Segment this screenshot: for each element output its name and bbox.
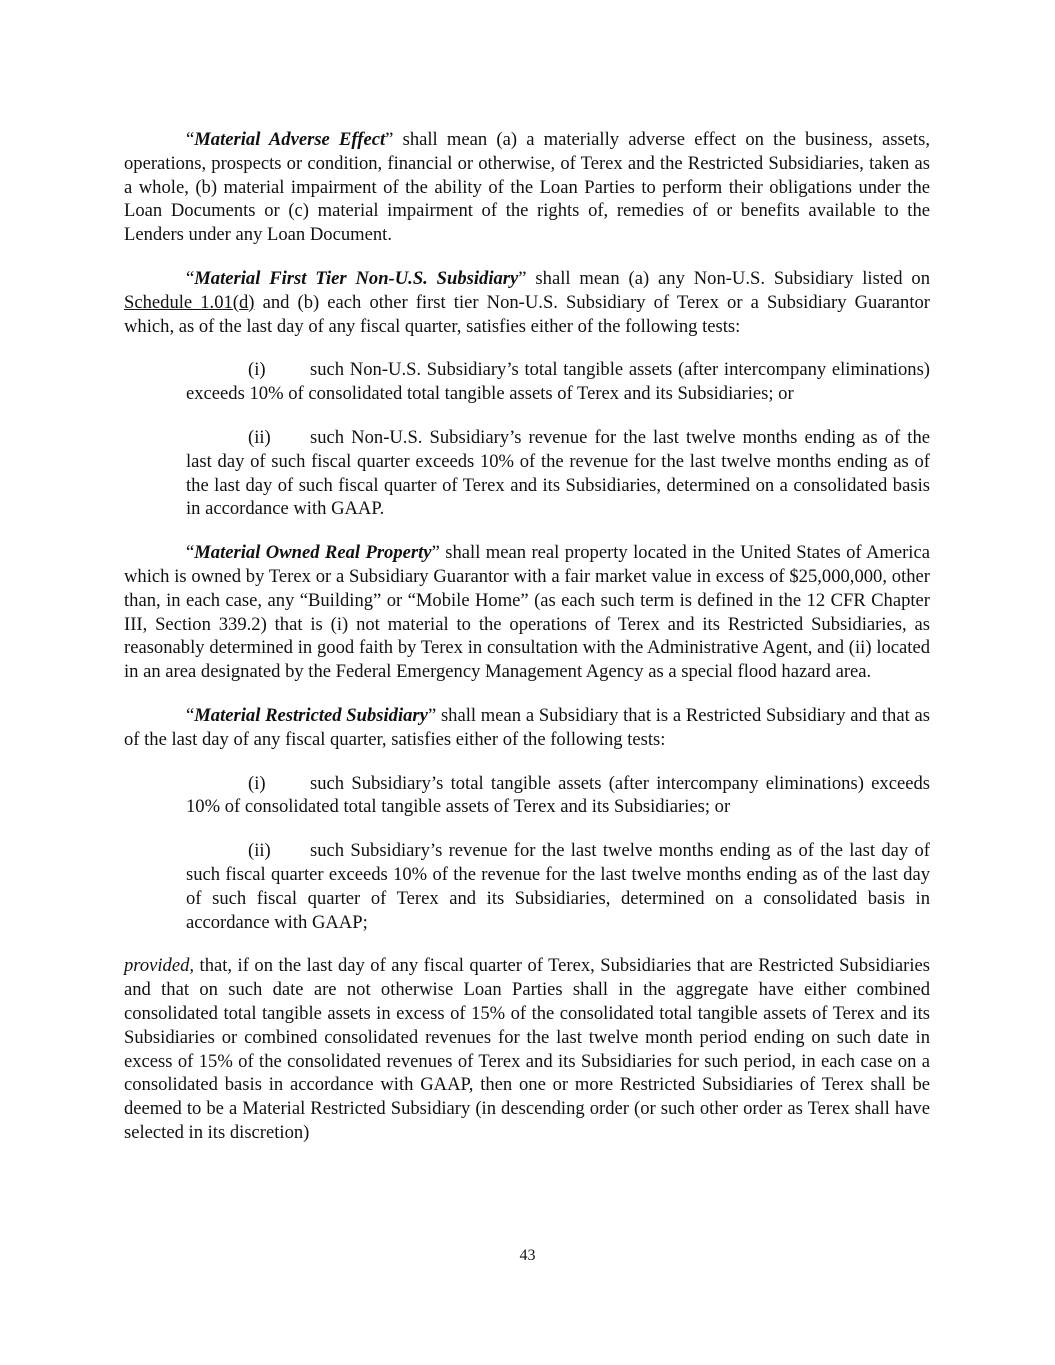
item-text: such Non-U.S. Subsidiary’s revenue for the last twelve months ending as of the last day of such fiscal quarter exceeds 10% of the revenue for the last twelve months ending as of the last day of such fiscal quarter of Terex and its Subsidiaries, determined on a consolidated basis in accordance with GAAP.	[186, 426, 930, 520]
test-item	[186, 426, 930, 521]
test-item	[186, 839, 930, 934]
item-number: (i)	[248, 772, 266, 794]
item-text: such Non-U.S. Subsidiary’s total tangible assets (after intercompany eliminations) exceeds 10% of consolidated total tangible assets of Terex and its Subsidiaries; or	[186, 359, 930, 405]
item-number: (i)	[248, 359, 266, 381]
definition-text: and (b) each other first tier Non-U.S. Subsidiary of Terex or a Subsidiary Guarantor which, as of the last day of any fiscal quarter, satisfies either of the following tests:	[124, 291, 931, 337]
page-content	[124, 128, 930, 1145]
defined-term: Material Owned Real Property	[194, 542, 432, 564]
defined-term: Material First Tier Non-U.S. Subsidiary	[194, 267, 519, 289]
test-item	[186, 358, 930, 406]
item-text: such Subsidiary’s revenue for the last twelve months ending as of the last day of such fiscal quarter exceeds 10% of the revenue for the last twelve months ending as of the last day of such fiscal quarter of Terex and its Subsidiaries, determined on a consolidated basis in accordance with GAAP;	[186, 840, 930, 933]
definition-text: shall mean (a) a materially adverse effect on the business, assets, operations, prospects or condition, financial or otherwise, of Terex and the Restricted Subsidiaries, taken as a whole, (b) material impairment of the ability of the Loan Parties to perform their obligations under the Loan Documents or (c) material impairment of the rights of, remedies of or benefits available to the Lenders under any Loan Document.	[124, 129, 930, 246]
defined-term: Material Adverse Effect	[194, 129, 386, 150]
item-number: (ii)	[248, 840, 271, 862]
item-text: such Subsidiary’s total tangible assets (after intercompany eliminations) exceeds 10% of consolidated total tangible assets of Terex and its Subsidiaries; or	[186, 772, 930, 818]
definition-material-restricted-subsidiary: “Material Restricted Subsidiary” shall mean a Subsidiary that is a Restricted Subsidiary and that as of the last day of any fiscal quarter, satisfies either of the following tests:	[124, 704, 931, 750]
definition-text: shall mean a Subsidiary that is a Restricted Subsidiary and that as of the last day of any fiscal quarter, satisfies either of the following tests:	[124, 704, 931, 750]
test-item	[186, 772, 930, 820]
definition-material-adverse-effect: “Material Adverse Effect” shall mean (a) a materially adverse effect on the business, assets, operations, prospects or condition, financial or otherwise, of Terex and the Restricted Subsidiaries, taken as a whole, (b) material impairment of the ability of the Loan Parties to perform their obligations under the Loan Documents or (c) material impairment of the rights of, remedies of or benefits available to the Lenders under any Loan Document.	[124, 129, 930, 246]
defined-term: Material Restricted Subsidiary	[194, 704, 428, 726]
definition-text: shall mean real property located in the United States of America which is owned by Terex or a Subsidiary Guarantor with a fair market value in excess of $25,000,000, other than, in each case, any “Building” or “Mobile Home” (as each such term is defined in the 12 CFR Chapter III, Section 339.2) that is (i) not material to the operations of Terex and its Restricted Subsidiaries, as reasonably determined in good faith by Terex in consultation with the Administrative Agent, and (ii) located in an area designated by the Federal Emergency Management Agency as a special flood hazard area.	[124, 542, 930, 683]
definition-text: shall mean (a) any Non-U.S. Subsidiary listed on	[526, 267, 930, 289]
proviso-text: that, if on the last day of any fiscal quarter of Terex, Subsidiaries that are Restricted Subsidiaries and that on such date are not otherwise Loan Parties shall in the aggregate have either combined consolidated total tangible assets in excess of 15% of the consolidated total tangible assets of Terex and its Subsidiaries or combined consolidated revenues for the last twelve month period ending on such date in excess of 15% of the consolidated revenues of Terex and its Subsidiaries for such period, in each case on a consolidated basis in accordance with GAAP, then one or more Restricted Subsidiaries of Terex shall be deemed to be a Material Restricted Subsidiary (in descending order (or such other order as Terex shall have selected in its discretion)	[124, 955, 930, 1143]
proviso-paragraph	[124, 954, 930, 1144]
page-number: 43	[519, 1247, 536, 1264]
schedule-reference-link[interactable]: Schedule 1.01(d)	[124, 291, 255, 313]
definition-material-first-tier: “Material First Tier Non-U.S. Subsidiary” shall mean (a) any Non-U.S. Subsidiary listed on Schedule 1.01(d) and (b) each other first tier Non-U.S. Subsidiary of Terex or a Subsidiary Guarantor which, as of the last day of any fiscal quarter, satisfies either of the following tests:	[124, 267, 931, 337]
definition-material-owned-real-property: “Material Owned Real Property” shall mean real property located in the United States of America which is owned by Terex or a Subsidiary Guarantor with a fair market value in excess of $25,000,000, other than, in each case, any “Building” or “Mobile Home” (as each such term is defined in the 12 CFR Chapter III, Section 339.2) that is (i) not material to the operations of Terex and its Restricted Subsidiaries, as reasonably determined in good faith by Terex in consultation with the Administrative Agent, and (ii) located in an area designated by the Federal Emergency Management Agency as a special flood hazard area.	[124, 542, 930, 683]
item-number: (ii)	[248, 426, 271, 448]
proviso-lead: provided,	[124, 955, 195, 977]
